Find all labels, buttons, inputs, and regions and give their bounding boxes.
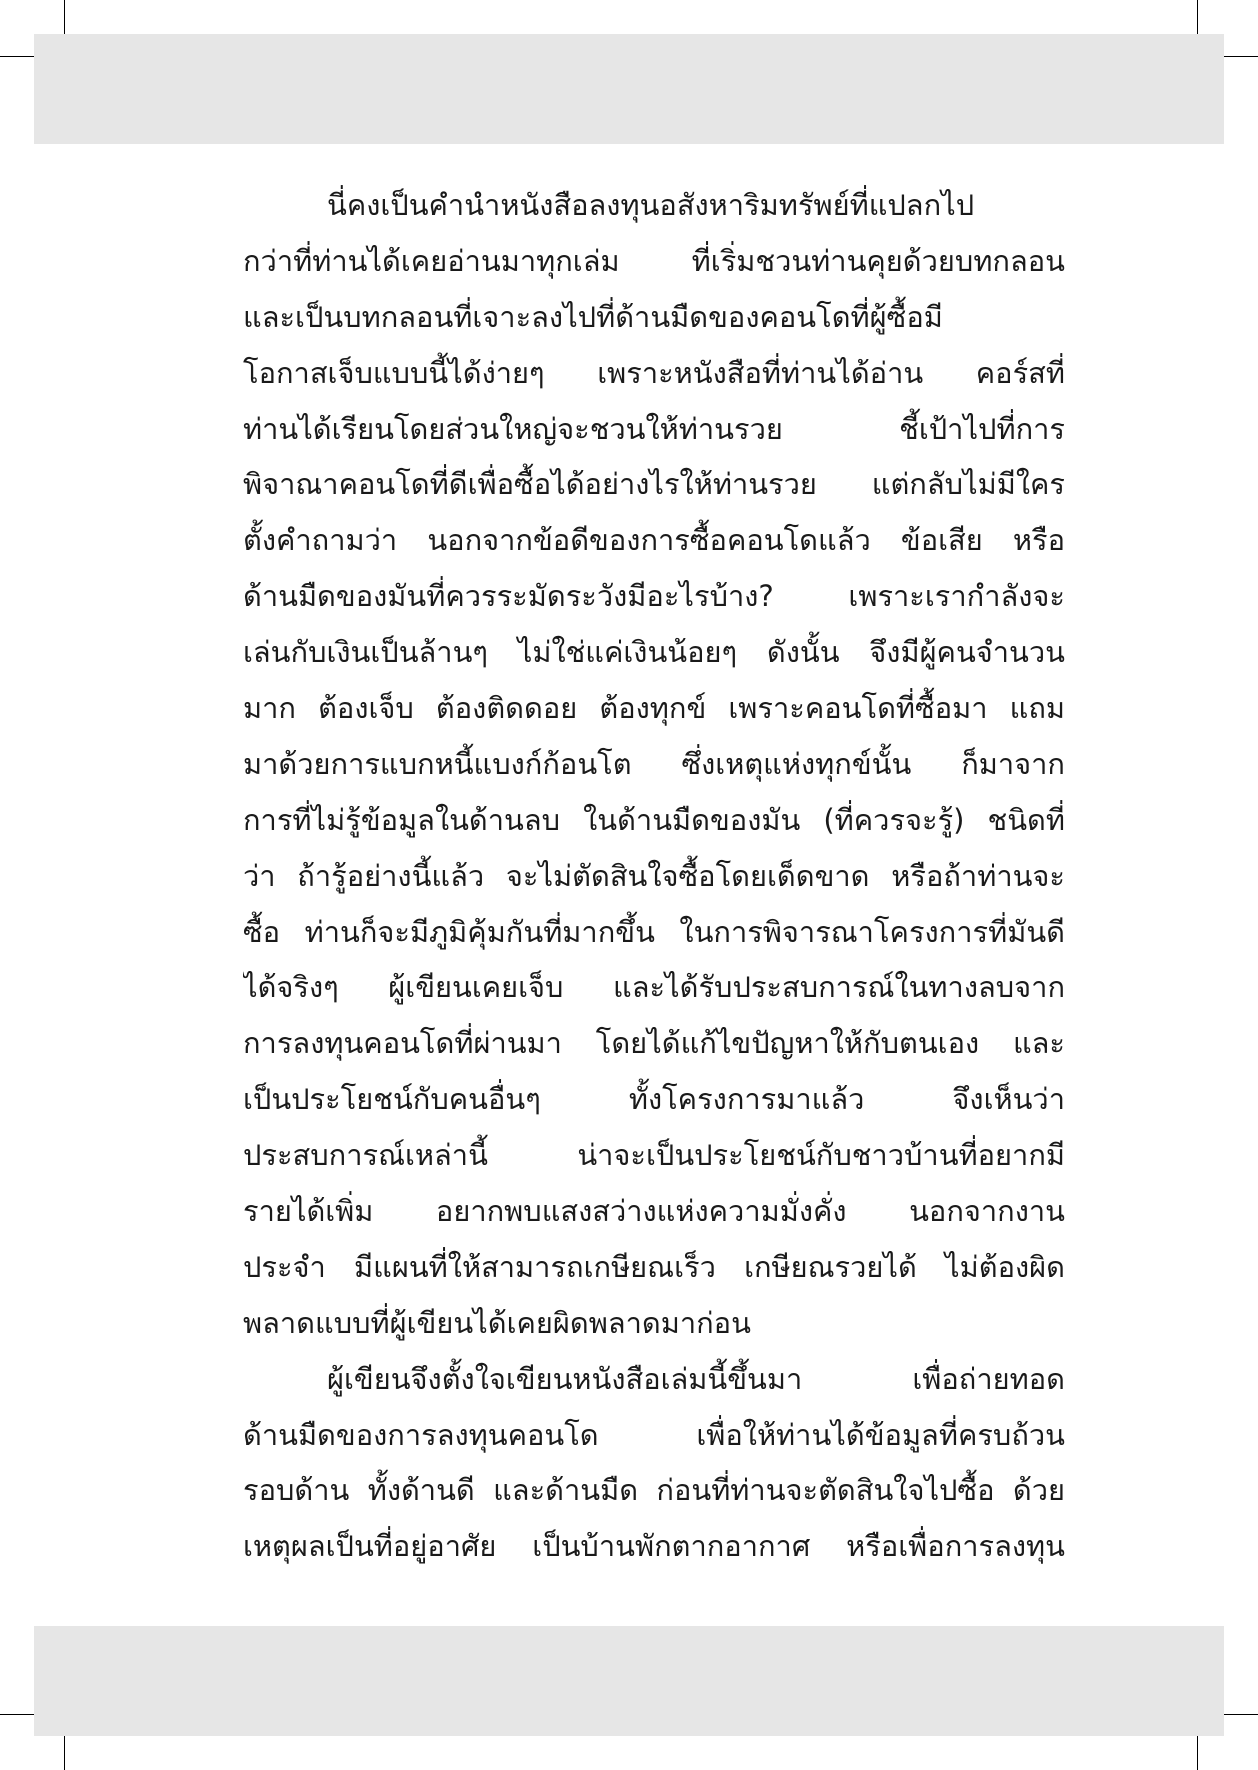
- text-line: และเป็นบทกลอนที่เจาะลงไปที่ด้านมืดของคอนโดที่ผู้ซื้อมี: [243, 299, 943, 334]
- text-line: ประจำ มีแผนที่ให้สามารถเกษียณเร็ว เกษียณรวยได้ ไม่ต้องผิด: [243, 1249, 1065, 1284]
- text-line: มาด้วยการแบกหนี้แบงก์ก้อนโต ซึ่งเหตุแห่งทุกข์นั้น ก็มาจาก: [243, 746, 1065, 781]
- text-line: เป็นประโยชน์กับคนอื่นๆ ทั้งโครงการมาแล้ว จึงเห็นว่า: [243, 1082, 1065, 1117]
- text-line: เหตุผลเป็นที่อยู่อาศัย เป็นบ้านพักตากอากาศ หรือเพื่อการลงทุน: [243, 1529, 1065, 1564]
- text-line: ได้จริงๆ ผู้เขียนเคยเจ็บ และได้รับประสบการณ์ในทางลบจาก: [243, 970, 1065, 1005]
- crop-mark-top-right-vertical: [1197, 0, 1198, 34]
- text-line: ตั้งคำถามว่า นอกจากข้อดีของการซื้อคอนโดแล้ว ข้อเสีย หรือ: [243, 523, 1065, 558]
- text-line: การลงทุนคอนโดที่ผ่านมา โดยได้แก้ไขปัญหาให้กับตนเอง และ: [243, 1026, 1065, 1061]
- text-line: โอกาสเจ็บแบบนี้ได้ง่ายๆ เพราะหนังสือที่ท่านได้อ่าน คอร์สที่: [243, 355, 1065, 390]
- crop-mark-bottom-left-horizontal: [0, 1714, 34, 1715]
- text-line: การที่ไม่รู้ข้อมูลในด้านลบ ในด้านมืดของมัน (ที่ควรจะรู้) ชนิดที่: [243, 802, 1065, 837]
- text-line: พลาดแบบที่ผู้เขียนได้เคยผิดพลาดมาก่อน: [243, 1305, 751, 1340]
- crop-mark-top-right-horizontal: [1224, 56, 1258, 57]
- body-text: [243, 178, 1065, 1575]
- crop-mark-bottom-left-vertical: [64, 1736, 65, 1770]
- text-line: พิจาณาคอนโดที่ดีเพื่อซื้อได้อย่างไรให้ท่านรวย แต่กลับไม่มีใคร: [243, 467, 1065, 502]
- text-line: ผู้เขียนจึงตั้งใจเขียนหนังสือเล่มนี้ขึ้นมา เพื่อถ่ายทอด: [327, 1361, 1065, 1396]
- footer-band: [34, 1626, 1224, 1736]
- text-line: มาก ต้องเจ็บ ต้องติดดอย ต้องทุกข์ เพราะคอนโดที่ซื้อมา แถม: [243, 691, 1065, 726]
- crop-mark-bottom-right-horizontal: [1224, 1714, 1258, 1715]
- text-line: กว่าที่ท่านได้เคยอ่านมาทุกเล่ม ที่เริ่มชวนท่านคุยด้วยบทกลอน: [243, 243, 1065, 278]
- header-band: [34, 34, 1224, 144]
- text-line: เล่นกับเงินเป็นล้านๆ ไม่ใช่แค่เงินน้อยๆ ดังนั้น จึงมีผู้คนจำนวน: [243, 635, 1065, 670]
- text-line: ซื้อ ท่านก็จะมีภูมิคุ้มกันที่มากขึ้น ในการพิจารณาโครงการที่มันดี: [243, 914, 1065, 949]
- text-line: ว่า ถ้ารู้อย่างนี้แล้ว จะไม่ตัดสินใจซื้อโดยเด็ดขาด หรือถ้าท่านจะ: [243, 858, 1065, 893]
- crop-mark-top-left-horizontal: [0, 56, 34, 57]
- text-line: นี่คงเป็นคำนำหนังสือลงทุนอสังหาริมทรัพย์ที่แปลกไป: [327, 188, 975, 222]
- text-line: ด้านมืดของการลงทุนคอนโด เพื่อให้ท่านได้ข้อมูลที่ครบถ้วน: [243, 1417, 1065, 1452]
- text-line: ด้านมืดของมันที่ควรระมัดระวังมีอะไรบ้าง? เพราะเรากำลังจะ: [243, 579, 1065, 614]
- text-line: รอบด้าน ทั้งด้านดี และด้านมืด ก่อนที่ท่านจะตัดสินใจไปซื้อ ด้วย: [243, 1473, 1065, 1508]
- text-line: ประสบการณ์เหล่านี้ น่าจะเป็นประโยชน์กับชาวบ้านที่อยากมี: [243, 1138, 1065, 1173]
- paragraph-2: [243, 1352, 1065, 1576]
- paragraph-1: [243, 178, 1065, 1352]
- text-line: ท่านได้เรียนโดยส่วนใหญ่จะชวนให้ท่านรวย ชี้เป้าไปที่การ: [243, 411, 1065, 446]
- text-line: รายได้เพิ่ม อยากพบแสงสว่างแห่งความมั่งคั่ง นอกจากงาน: [243, 1194, 1065, 1229]
- crop-mark-top-left-vertical: [64, 0, 65, 34]
- crop-mark-bottom-right-vertical: [1197, 1736, 1198, 1770]
